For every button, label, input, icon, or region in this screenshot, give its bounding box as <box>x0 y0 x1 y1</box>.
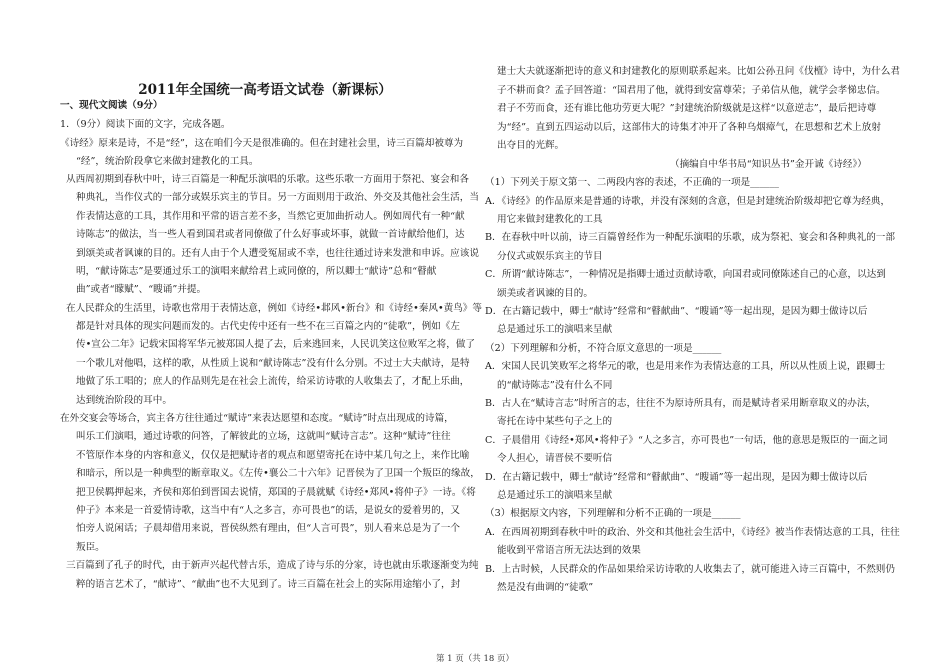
left-text-line: 明，“献诗陈志”是要通过乐工的演唱来献给君上或同僚的，所以卿士“献诗”总和“瞽献 <box>76 266 437 277</box>
left-text-line: 三百篇到了孔子的时代，由于新声兴起代替古乐，造成了诗与乐的分家，诗也就由乐歌逐渐变为纯 <box>66 560 479 571</box>
left-text-line: 叛臣。 <box>76 542 105 553</box>
left-text-line: 把卫侯羁押起来，齐侯和郑伯到晋国去说情，郑国的子晨就赋《诗经•郑风•将仲子》一诗。《将 <box>76 487 476 498</box>
right-text-line: 寄托在诗中某些句子之上的 <box>497 416 613 427</box>
right-text-line: 建士大夫就逐渐把诗的意义和封建教化的原则联系起来。比如公孙丑问《伐檀》诗中，为什么君 <box>497 66 900 77</box>
right-text-line: 总是通过乐工的演唱来呈献 <box>497 324 613 335</box>
left-text-line: 达到统治阶段的耳中。 <box>76 395 172 406</box>
left-text-line: 都是针对具体的现实问题而发的。古代史传中还有一些不在三百篇之内的“徒歌”，例如《左 <box>76 321 460 332</box>
exam-title: 2011年全国统一高考语文试卷（新课标） <box>138 82 392 98</box>
page-footer: 第 1 页（共 18 页） <box>435 654 515 664</box>
left-text-line: 1．（9分）阅读下面的文字，完成各题。 <box>60 119 231 130</box>
left-text-line: “经”，统治阶段拿它来做封建教化的工具。 <box>76 156 259 167</box>
right-text-line: D．在古籍记载中，卿士“献诗”经常和“瞽献曲”、“瞍诵”等一起出现，是因为卿士做诗以后 <box>485 472 868 483</box>
right-text-line: A．《诗经》的作品原来是普通的诗歌，并没有深刻的含意，但是封建统治阶级却把它尊为经典， <box>485 196 891 207</box>
left-text-line: 怕旁人说闲话；子晨却借用来说，晋侯纵然有理由，但“人言可畏”，别人看来总是为了一个 <box>76 523 460 534</box>
right-text-line: 令人担心，请晋侯不要听信 <box>497 453 613 464</box>
left-text-line: 叫乐工们演唱，通过诗歌的问答，了解彼此的立场，这就叫“赋诗言志”。这种“赋诗”往往 <box>76 431 451 442</box>
left-text-line: 《诗经》原来是诗，不是“经”，这在咱们今天是很准确的。但在封建社会里，诗三百篇却被尊为 <box>60 138 464 149</box>
right-text-line: 用它来做封建教化的工具 <box>497 214 603 225</box>
left-text-line: 从西周初期到春秋中叶，诗三百篇是一种配乐演唱的乐歌。这些乐歌一方面用于祭祀、宴会和各 <box>66 174 469 185</box>
right-text-line: C．所谓“献诗陈志”，一种情况是指卿士通过贡献诗歌，向国君或同僚陈述自己的心意，以达到 <box>485 269 886 280</box>
left-text-line: 种典礼，当作仪式的一部分或娱乐宾主的节目。另一方面则用于政治、外交及其他社会生活，当 <box>76 192 479 203</box>
left-text-line: 仲子》本来是一首爱情诗歌，这当中有“人之多言，亦可畏也”的话，是说女的爱着男的，又 <box>76 505 460 516</box>
right-text-line: C．子晨借用《诗经•郑风•将仲子》“人之多言，亦可畏也”一句话，他的意思是叛臣的一面之词 <box>485 435 888 446</box>
right-text-line: B．在春秋中叶以前，诗三百篇曾经作为一种配乐演唱的乐歌，成为祭祀、宴会和各种典礼的一部 <box>485 232 895 243</box>
right-text-line: （3）根据原文内容，下列理解和分析不正确的一项是______ <box>485 508 741 519</box>
left-text-line: 曲”或者“矇赋”、“瞍诵”并提。 <box>76 284 207 295</box>
right-text-line: A．宋国人民讥笑败军之将华元的歌，也是用来作为表情达意的工具，所以从性质上说，跟卿士 <box>485 361 886 372</box>
right-text-line: 的“献诗陈志”没有什么不同 <box>497 380 613 391</box>
right-text-line: 然是没有曲调的“徒歌” <box>497 582 594 593</box>
left-text-line: 地做了乐工唱的；庶人的作品则先是在社会上流传，给采访诗歌的人收集去了，才配上乐曲， <box>76 376 470 387</box>
left-text-line: 一、现代文阅读（9分） <box>60 100 163 111</box>
right-text-line: 总是通过乐工的演唱来呈献 <box>497 490 613 501</box>
left-text-line: 在外交宴会等场合，宾主各方往往通过“赋诗”来表达愿望和态度。“赋诗”时点出现成的诗篇， <box>60 413 454 424</box>
right-text-line: （2）下列理解和分析，不符合原文意思的一项是______ <box>485 343 722 354</box>
right-text-line: 出夺目的光辉。 <box>497 140 565 151</box>
right-text-line: 能收到平常语言所无法达到的效果 <box>497 545 641 556</box>
left-text-line: 在人民群众的生活里，诗歌也常用于表情达意，例如《诗经•邶风•新台》和《诗经•秦风•黄鸟》等 <box>66 303 482 314</box>
left-text-line: 诗陈志”的做法，当一些人看到国君或者同僚做了什么好事或坏事，就做一首诗献给他们，达 <box>76 229 465 240</box>
right-text-line: B．上古时候，人民群众的作品如果给采访诗歌的人收集去了，就可能进入诗三百篇中，不然则仍 <box>485 564 895 575</box>
right-text-line: （摘编自中华书局“知识丛书”金开诚《诗经》） <box>670 159 867 170</box>
right-text-line: 子不耕而食？孟子回答道：“国君用了他，就得到安富尊荣；子弟信从他，就学会孝悌忠信。 <box>497 85 886 96</box>
left-text-line: 粹的语言艺术了，“献诗”、“献曲”也不大见到了。诗三百篇在社会上的实际用途缩小了，封 <box>76 579 461 590</box>
left-text-line: 到颂美或者讽谏的目的。还有人由于个人遭受冤屈或不幸，也往往通过诗来发泄和申诉。应该说 <box>76 248 479 259</box>
right-text-line: D．在古籍记载中，卿士“献诗”经常和“瞽献曲”、“瞍诵”等一起出现，是因为卿士做诗以后 <box>485 306 868 317</box>
left-text-line: 一个歌儿对他唱，这样的歌，从性质上说和“献诗陈志”没有什么分别。不过士大夫献诗，是特 <box>76 358 470 369</box>
right-text-line: 颂美或者讽谏的目的。 <box>497 288 593 299</box>
right-text-line: 君子不劳而食，还有谁比他功劳更大呢？”封建统治阶级就是这样“以意逆志”，最后把诗尊 <box>497 103 877 114</box>
left-text-line: 和暗示，所以是一种典型的断章取义。《左传•襄公二十六年》记晋侯为了卫国一个叛臣的缘故， <box>76 468 480 479</box>
left-text-line: 作表情达意的工具，其作用和平常的语言差不多，当然它更加曲折动人。例如周代有一种“献 <box>76 211 465 222</box>
right-text-line: （1）下列关于原文第一、二两段内容的表述，不正确的一项是______ <box>485 177 779 188</box>
left-text-line: 不管原作本身的内容和意义，仅仅是把赋诗者的观点和愿望寄托在诗中某几句之上，来作比喻 <box>76 450 470 461</box>
right-text-line: 分仪式或娱乐宾主的节目 <box>497 251 603 262</box>
left-text-line: 传•宣公二年》记载宋国将军华元被郑国人提了去，后来逃回来，人民讥笑这位败军之将，做了 <box>76 339 476 350</box>
right-text-line: 为“经”。直到五四运动以后，这部伟大的诗集才冲开了各种乌烟瘴气，在思想和艺术上放射 <box>497 122 881 133</box>
right-text-line: B．古人在“赋诗言志”时所言的志，往往不为原诗所具有，而是赋诗者采用断章取义的办法， <box>485 398 877 409</box>
right-text-line: A．在西周初期到春秋中叶的政治、外交和其他社会生活中，《诗经》被当作表情达意的工具，往往 <box>485 527 900 538</box>
